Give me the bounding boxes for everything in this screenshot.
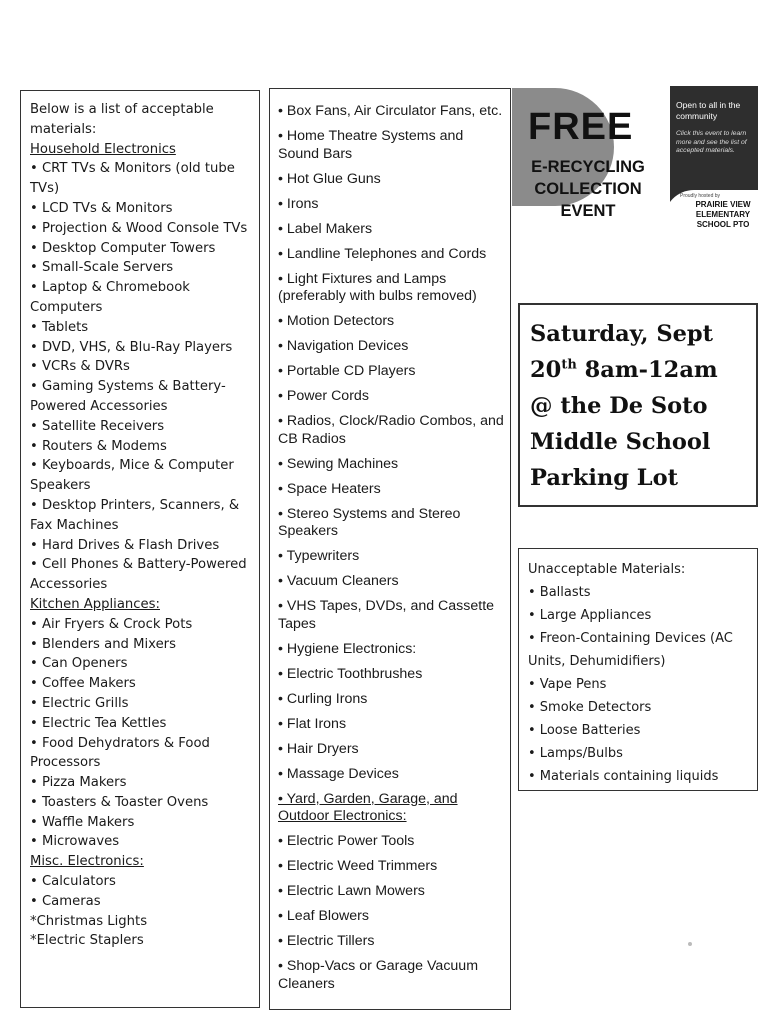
acceptable-intro: Below is a list of acceptable materials:: [30, 102, 214, 137]
list-item: • Electric Weed Trimmers: [278, 858, 438, 874]
list-item: • Desktop Printers, Scanners, & Fax Machines: [30, 497, 240, 533]
logo-line: COLLECTION: [534, 180, 642, 198]
list-item: • Electric Tillers: [278, 933, 375, 949]
acceptable-materials-panel: [20, 90, 260, 1008]
list-item: • Electric Toothbrushes: [278, 665, 423, 682]
promo-open-text: Open to all in the community: [676, 100, 741, 121]
list-item: • Portable CD Players: [278, 363, 416, 379]
event-date-time: [530, 352, 756, 388]
list-item: • Hygiene Electronics:: [278, 640, 417, 657]
list-item: • Massage Devices: [278, 765, 399, 782]
list-item: • Light Fixtures and Lamps (preferably with bulbs removed): [278, 270, 477, 304]
list-item: • Box Fans, Air Circulator Fans, etc.: [278, 103, 503, 119]
e-recycling-logo: [512, 88, 660, 238]
list-item: • Flat Irons: [278, 715, 347, 732]
kitchen-list: [30, 615, 253, 853]
list-item: • Materials containing liquids: [528, 769, 719, 784]
list-item: • CRT TVs & Monitors (old tube TVs): [30, 161, 235, 197]
event-time: 8am-12am: [584, 357, 718, 383]
list-item: • Curling Irons: [278, 690, 368, 707]
list-item: • Desktop Computer Towers: [30, 240, 216, 256]
yard-heading: • Yard, Garden, Garage, and Outdoor Electronics:: [278, 790, 458, 824]
list-item: • VCRs & DVRs: [30, 359, 130, 375]
event-date-suffix: th: [561, 357, 577, 373]
list-item: • Blenders and Mixers: [30, 636, 176, 652]
list-item: • Radios, Clock/Radio Combos, and CB Radios: [278, 413, 504, 447]
event-location-line: Middle School: [530, 429, 711, 455]
list-item: • Irons: [278, 195, 319, 212]
list-item: • Air Fryers & Crock Pots: [30, 616, 193, 632]
promo-click-text: Click this event to learn more and see the list of accepted materials.: [676, 130, 747, 154]
list-item: *Electric Staplers: [30, 933, 144, 949]
unacceptable-heading: Unacceptable Materials:: [528, 562, 686, 577]
list-item: • Large Appliances: [528, 608, 652, 623]
pto-badge: [670, 190, 758, 235]
list-item: • Routers & Modems: [30, 438, 167, 454]
list-item: • Coffee Makers: [30, 676, 136, 692]
event-location-line: Parking Lot: [530, 465, 679, 491]
logo-line: E-RECYCLING: [531, 158, 645, 176]
list-item: • Hair Dryers: [278, 740, 359, 757]
list-item: • Ballasts: [528, 585, 591, 600]
list-item: • Landline Telephones and Cords: [278, 245, 487, 262]
unacceptable-materials-panel: [518, 548, 758, 791]
list-item: • Cell Phones & Battery-Powered Accessories: [30, 557, 247, 593]
list-item: • Loose Batteries: [528, 723, 641, 738]
logo-subtitle: [524, 156, 652, 222]
list-item: • Electric Tea Kettles: [30, 715, 167, 731]
list-item: • Motion Detectors: [278, 313, 395, 329]
list-item: • Home Theatre Systems and Sound Bars: [278, 128, 464, 162]
list-item: • Food Dehydrators & Food Processors: [30, 735, 210, 771]
scan-speck: [688, 942, 692, 946]
household-heading: Household Electronics: [30, 141, 176, 157]
list-item: • Sewing Machines: [278, 455, 399, 472]
event-promo-card: [670, 86, 758, 235]
list-item: • Hard Drives & Flash Drives: [30, 537, 220, 553]
list-item: • Vape Pens: [528, 677, 607, 692]
list-item: • LCD TVs & Monitors: [30, 200, 173, 216]
list-item: • VHS Tapes, DVDs, and Cassette Tapes: [278, 598, 495, 632]
list-item: • Label Makers: [278, 220, 373, 237]
household-list: [30, 159, 253, 595]
list-item: • Typewriters: [278, 548, 360, 564]
list-item: • Shop-Vacs or Garage Vacuum Cleaners: [278, 958, 479, 992]
event-location-line: @ the De Soto: [530, 393, 708, 419]
misc-list: [30, 872, 253, 951]
kitchen-heading: Kitchen Appliances:: [30, 596, 160, 612]
list-item: • Satellite Receivers: [30, 418, 165, 434]
acceptable-materials-panel-2: [269, 88, 511, 1010]
list-item: • Laptop & Chromebook Computers: [30, 280, 190, 315]
logo-line: EVENT: [560, 202, 616, 220]
list-item: • Calculators: [30, 874, 116, 890]
list-item: • Vacuum Cleaners: [278, 573, 399, 589]
logo-free-text: FREE: [528, 106, 634, 148]
list-item: • Freon-Containing Devices (AC Units, Dehumidifiers): [528, 631, 733, 669]
event-date-number: 20: [530, 357, 562, 383]
list-item: • Space Heaters: [278, 480, 381, 497]
list-item: *Christmas Lights: [30, 913, 148, 929]
promo-pto-text: PRAIRIE VIEW ELEMENTARY SCHOOL PTO: [695, 200, 751, 229]
list-item: • Electric Lawn Mowers: [278, 883, 425, 899]
list-item: • DVD, VHS, & Blu-Ray Players: [30, 339, 233, 355]
list-item: • Electric Grills: [30, 695, 129, 711]
list-item: • Microwaves: [30, 834, 120, 850]
list-item: • Projection & Wood Console TVs: [30, 220, 248, 236]
list-item: • Hot Glue Guns: [278, 170, 381, 187]
event-day: Saturday, Sept: [530, 321, 714, 347]
list-item: • Navigation Devices: [278, 338, 409, 354]
misc-heading: Misc. Electronics:: [30, 854, 144, 870]
list-item: • Small-Scale Servers: [30, 260, 174, 276]
list-item: • Power Cords: [278, 388, 369, 404]
list-item: • Cameras: [30, 893, 101, 909]
promo-proudly-text: Proudly hosted by: [680, 193, 721, 199]
list-item: • Gaming Systems & Battery-Powered Accessories: [30, 379, 226, 414]
list-item: • Toasters & Toaster Ovens: [30, 794, 209, 810]
list-item: • Keyboards, Mice & Computer Speakers: [30, 458, 234, 494]
list-item: • Stereo Systems and Stereo Speakers: [278, 505, 461, 539]
list-item: • Smoke Detectors: [528, 700, 652, 715]
list-item: • Waffle Makers: [30, 814, 135, 830]
list-item: • Can Openers: [30, 656, 128, 672]
list-item: • Tablets: [30, 319, 89, 335]
list-item: • Electric Power Tools: [278, 833, 415, 849]
event-details-box: [518, 303, 758, 507]
list-item: • Lamps/Bulbs: [528, 746, 623, 761]
list-item: • Leaf Blowers: [278, 908, 369, 924]
list-item: • Pizza Makers: [30, 775, 127, 791]
